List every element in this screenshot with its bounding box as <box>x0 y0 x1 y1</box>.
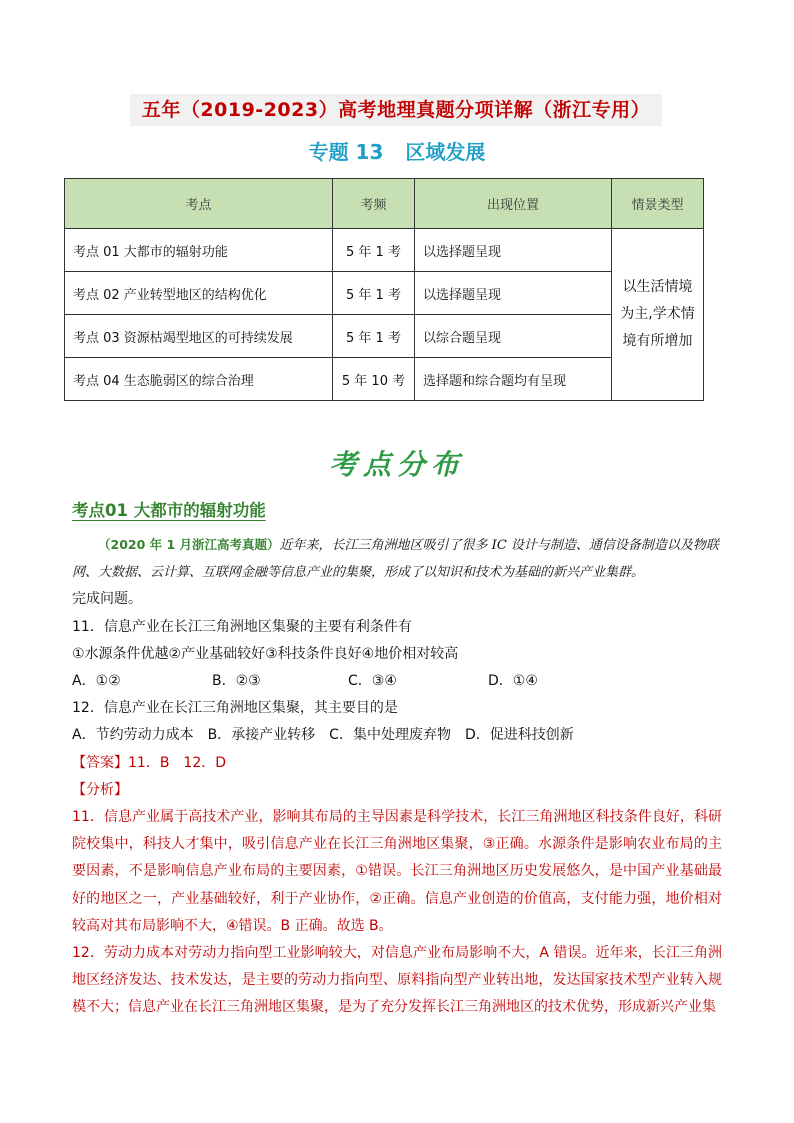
frequency-cell: 5 年 10 考 <box>333 358 415 401</box>
analysis-12: 12．劳动力成本对劳动力指向型工业影响较大，对信息产业布局影响不大，A 错误。近年来，长江三角洲地区经济发达、技术发达，是主要的劳动力指向型、原料指向型产业转出地，发达国家技术型产业转入规模不大；信息产业在长江三角洲地区集聚，是为了充分发挥长江三角洲地区的技术优势，形成新兴产业集 <box>72 945 722 1016</box>
analysis-11: 11．信息产业属于高技术产业，影响其布局的主导因素是科学技术，长江三角洲地区科技条件良好，科研院校集中，科技人才集中，吸引信息产业在长江三角洲地区集聚，③正确。水源条件是影响农业布局的主要因素，不是影响信息产业布局的主要因素，①错误。长江三角洲地区历史发展悠久，是中国产业基础最好的地区之一，产业基础较好，利于产业协作，②正确。信息产业创造的价值高，支付能力强，地价相对较高对其布局影响不大，④错误。B 正确。故选 B。 <box>72 809 722 934</box>
frequency-cell: 5 年 1 考 <box>333 315 415 358</box>
distribution-title: 考点分布 <box>328 448 465 481</box>
table-row <box>65 229 704 272</box>
header-cell-point: 考点 <box>65 179 333 229</box>
option-a: A．①② <box>72 673 121 690</box>
answer-text: 11．B 12．D <box>128 754 227 771</box>
header-cell-position: 出现位置 <box>415 179 612 229</box>
question-11-options <box>72 668 722 695</box>
question-body <box>72 531 722 1022</box>
point-cell: 考点 04 生态脆弱区的综合治理 <box>65 358 333 401</box>
prompt-text: 完成问题。 <box>72 591 142 608</box>
answer-label: 【答案】 <box>72 754 128 771</box>
position-cell: 以选择题呈现 <box>415 272 612 315</box>
source-label: （2020 年 1 月浙江高考真题） <box>98 537 280 552</box>
frequency-cell: 5 年 1 考 <box>333 272 415 315</box>
topic-name: 区域发展 <box>405 140 486 164</box>
header-cell-frequency: 考频 <box>333 179 415 229</box>
intro-paragraph <box>72 531 722 586</box>
position-cell: 选择题和综合题均有呈现 <box>415 358 612 401</box>
option-b: B．②③ <box>212 673 261 690</box>
position-cell: 以综合题呈现 <box>415 315 612 358</box>
point-cell: 考点 03 资源枯竭型地区的可持续发展 <box>65 315 333 358</box>
question-12-options: A．节约劳动力成本 B．承接产业转移 C．集中处理废弃物 D．促进科技创新 <box>72 727 574 744</box>
analysis-label: 【分析】 <box>72 781 128 798</box>
table-row <box>65 315 704 358</box>
point-cell: 考点 01 大都市的辐射功能 <box>65 229 333 272</box>
scene-type-cell: 以生活情境为主,学术情境有所增加 <box>612 229 704 401</box>
topic-number: 专题 13 <box>308 140 384 164</box>
section-heading: 考点01 大都市的辐射功能 <box>72 501 266 520</box>
table-row <box>65 272 704 315</box>
option-c: C．③④ <box>348 673 397 690</box>
answer-line <box>72 750 722 777</box>
point-cell: 考点 02 产业转型地区的结构优化 <box>65 272 333 315</box>
document-title: 五年（2019-2023）高考地理真题分项详解（浙江专用） <box>130 94 662 126</box>
intro-text: 近年来，长江三角洲地区吸引了很多 IC 设计与制造、通信设备制造以及物联网、大数据、云计算、互联网金融等信息产业的集聚，形成了以知识和技术为基础的新兴产业集群。 <box>72 538 719 581</box>
table-row <box>65 358 704 401</box>
frequency-cell: 5 年 1 考 <box>333 229 415 272</box>
question-12: 12．信息产业在长江三角洲地区集聚，其主要目的是 <box>72 700 398 717</box>
header-cell-scene: 情景类型 <box>612 179 704 229</box>
position-cell: 以选择题呈现 <box>415 229 612 272</box>
table-header-row <box>65 179 704 229</box>
question-11: 11．信息产业在长江三角洲地区集聚的主要有利条件有 <box>72 618 412 635</box>
exam-points-table <box>64 178 704 401</box>
topic-title <box>0 138 794 166</box>
question-11-items: ①水源条件优越②产业基础较好③科技条件良好④地价相对较高 <box>72 645 459 662</box>
option-d: D．①④ <box>488 673 538 690</box>
